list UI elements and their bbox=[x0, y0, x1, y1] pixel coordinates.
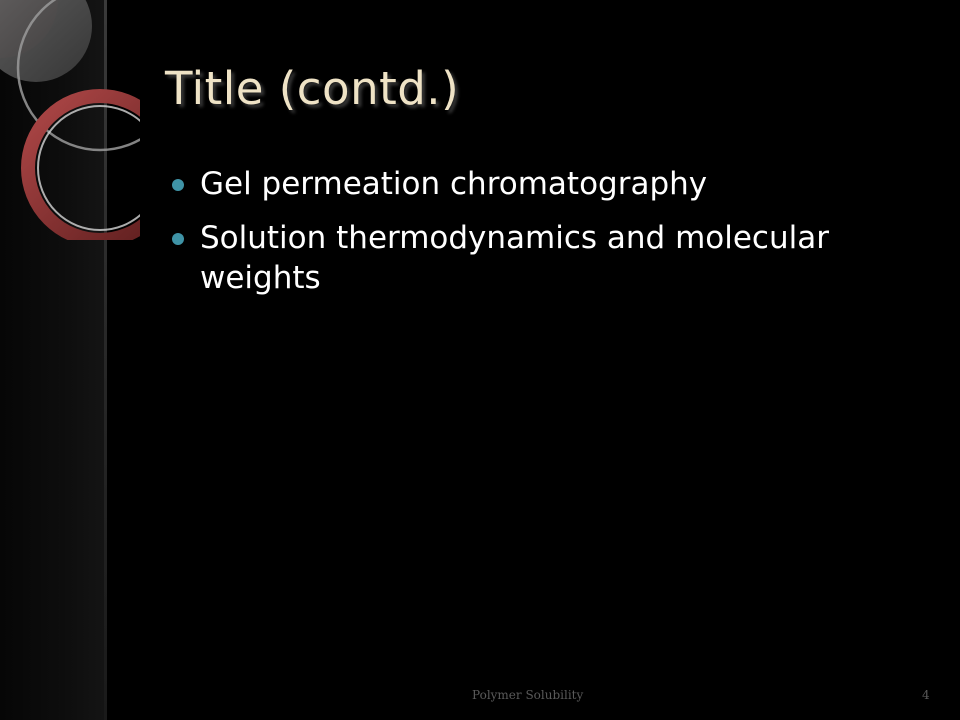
footer-text: Polymer Solubility bbox=[472, 688, 584, 702]
bullet-dot-icon bbox=[172, 179, 184, 191]
bullet-item bbox=[172, 218, 932, 298]
bullet-text: Gel permeation chromatography bbox=[200, 166, 708, 202]
grey-disc bbox=[0, 0, 92, 82]
bullet-item bbox=[172, 164, 932, 204]
bullet-text: Solution thermodynamics and molecular weights bbox=[200, 220, 829, 296]
red-ring-inner-line bbox=[38, 106, 140, 230]
slide-number: 4 bbox=[922, 688, 930, 702]
decorative-circles bbox=[0, 0, 140, 240]
red-ring bbox=[28, 96, 140, 240]
bullet-list bbox=[172, 164, 932, 312]
slide-title: Title (contd.) bbox=[165, 62, 460, 115]
bullet-dot-icon bbox=[172, 233, 184, 245]
